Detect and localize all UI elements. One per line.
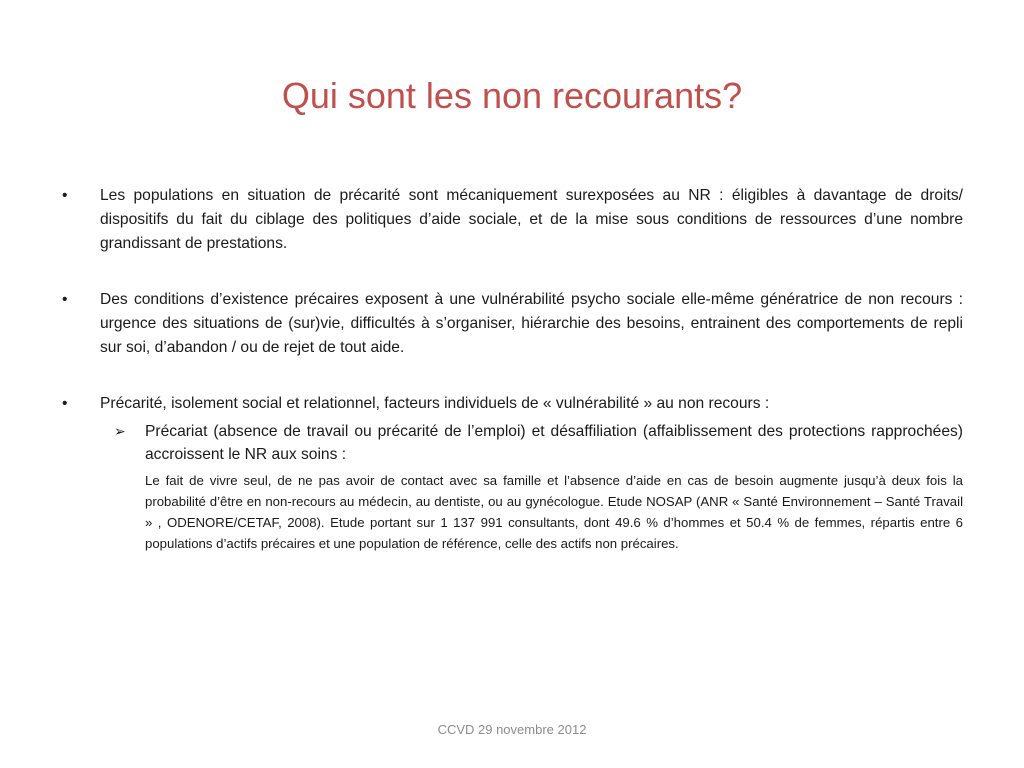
bullet-marker: • bbox=[62, 187, 68, 204]
sub-bullet-text: Précariat (absence de travail ou précarité de l’emploi) et désaffiliation (affaiblissement des protections rapprochées) accroissent le NR aux soins : bbox=[145, 423, 963, 463]
bullet-item bbox=[60, 288, 963, 360]
bullet-text: Précarité, isolement social et relationnel, facteurs individuels de « vulnérabilité » au non recours : bbox=[100, 395, 770, 412]
slide-body bbox=[60, 184, 963, 554]
study-note: Le fait de vivre seul, de ne pas avoir de contact avec sa famille et l’absence d’aide en cas de besoin augmente jusqu’à deux fois la probabilité d’être en non-recours au médecin, au dentiste, ou au gynécologue. Etude NOSAP (ANR « Santé Environnement – Santé Travail » , ODENORE/CETAF, 2008). Etude portant sur 1 137 991 consultants, dont 49.6 % d’hommes et 50.4 % de femmes, répartis entre 6 populations d’actifs précaires et une population de référence, celle des actifs non précaires. bbox=[145, 473, 963, 551]
sub-bullet-item bbox=[60, 420, 963, 466]
bullet-item bbox=[60, 184, 963, 256]
bullet-text: Les populations en situation de précarité sont mécaniquement surexposées au NR : éligibles à davantage de droits/ dispositifs du fait du ciblage des politiques d’aide sociale, et de la mise sous conditions de ressources d’une nombre grandissant de prestations. bbox=[100, 187, 963, 252]
bullet-marker: • bbox=[62, 291, 68, 308]
bullet-text: Des conditions d’existence précaires exposent à une vulnérabilité psycho sociale elle-même génératrice de non recours : urgence des situations de (sur)vie, difficultés à s’organiser, hiérarchie des besoins, entrainent des comportements de repli sur soi, d’abandon / ou de rejet de tout aide. bbox=[100, 291, 963, 356]
bullet-marker: • bbox=[62, 395, 68, 412]
arrow-bullet-icon: ➢ bbox=[114, 423, 126, 439]
slide-footer: CCVD 29 novembre 2012 bbox=[437, 722, 587, 737]
bullet-item bbox=[60, 392, 963, 416]
slide-title: Qui sont les non recourants? bbox=[281, 75, 743, 116]
